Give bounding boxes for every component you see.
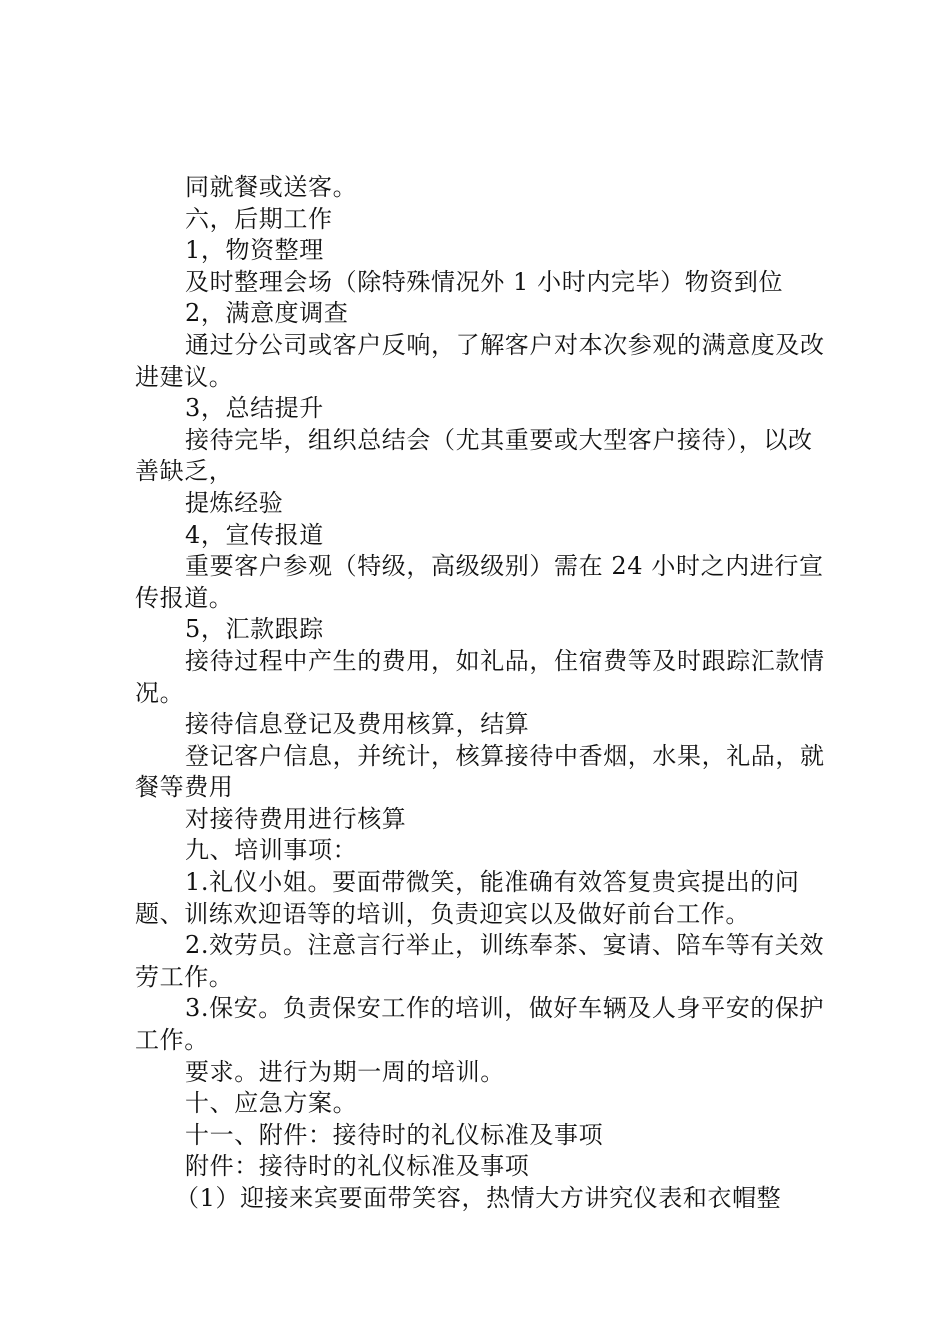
paragraph: 十一、附件：接待时的礼仪标准及事项 — [185, 1120, 604, 1149]
paragraph: 同就餐或送客。 — [185, 173, 358, 201]
paragraph: 3，总结提升 — [185, 394, 324, 423]
paragraph: 及时整理会场（除特殊情况外 1 小时内完毕）物资到位 — [185, 267, 784, 296]
paragraph: 1，物资整理 — [185, 236, 324, 265]
paragraph: 2，满意度调查 — [185, 299, 349, 328]
paragraph: 六，后期工作 — [185, 204, 333, 233]
paragraph: 3.保安。负责保安工作的培训，做好车辆及人身平安的保护工作。 — [135, 994, 825, 1055]
paragraph: 附件：接待时的礼仪标准及事项 — [185, 1152, 530, 1181]
paragraph: 九、培训事项： — [185, 836, 358, 865]
paragraph: 通过分公司或客户反响，了解客户对本次参观的满意度及改进建议。 — [135, 330, 825, 391]
paragraph: 2.效劳员。注意言行举止，训练奉茶、宴请、陪车等有关效劳工作。 — [135, 931, 825, 991]
paragraph: 对接待费用进行核算 — [185, 804, 407, 833]
paragraph: 登记客户信息，并统计，核算接待中香烟，水果，礼品，就餐等费用 — [135, 741, 825, 802]
paragraph: 提炼经验 — [185, 488, 284, 517]
paragraph: 十、应急方案。 — [185, 1089, 358, 1118]
paragraph: 重要客户参观（特级，高级级别）需在 24 小时之内进行宣传报道。 — [135, 552, 824, 612]
paragraph: 5，汇款跟踪 — [185, 615, 324, 644]
paragraph: 接待过程中产生的费用，如礼品，住宿费等及时跟踪汇款情况。 — [135, 646, 825, 707]
paragraph: 接待信息登记及费用核算，结算 — [185, 710, 530, 739]
paragraph: 1.礼仪小姐。要面带微笑，能准确有效答复贵宾提出的问题、训练欢迎语等的培训，负责迎宾以及做好前台工作。 — [135, 868, 800, 928]
paragraph: （1）迎接来宾要面带笑容，热情大方讲究仪表和衣帽整 — [175, 1184, 782, 1212]
paragraph: 接待完毕，组织总结会（尤其重要或大型客户接待），以改善缺乏， — [135, 425, 813, 486]
paragraph: 4，宣传报道 — [185, 520, 324, 549]
paragraph: 要求。进行为期一周的培训。 — [185, 1057, 505, 1086]
document-body — [135, 172, 825, 1215]
